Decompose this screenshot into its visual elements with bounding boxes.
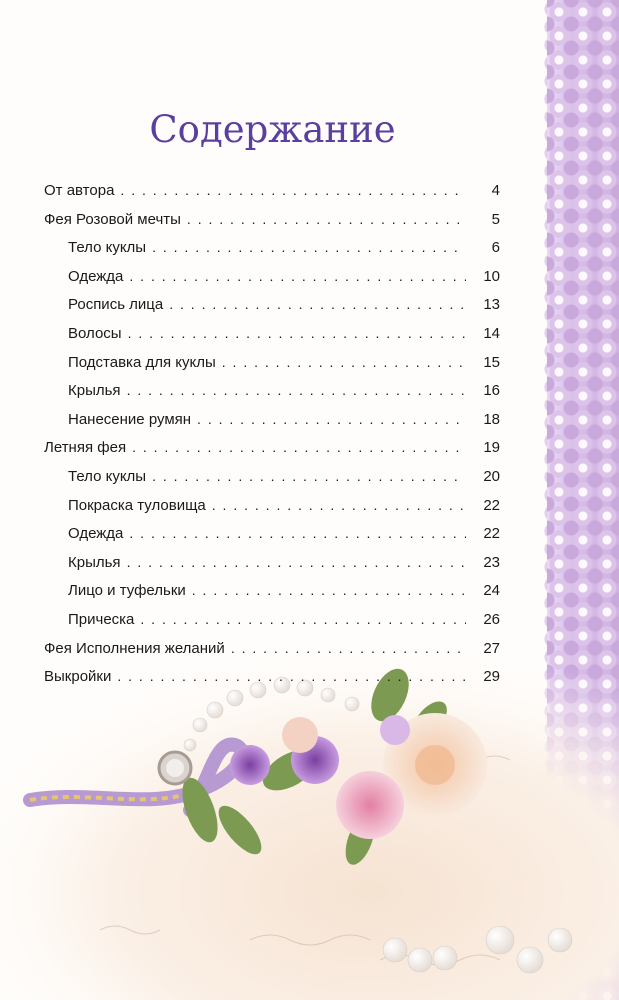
toc-page-number: 22: [483, 525, 500, 543]
toc-entry-title: Прическа: [68, 610, 135, 628]
toc-dot-leader: [127, 382, 466, 398]
toc-dot-leader: [152, 468, 466, 484]
toc-entry[interactable]: [44, 668, 500, 697]
toc-dot-leader: [231, 640, 466, 656]
toc-entry-title: Тело куклы: [68, 467, 147, 485]
toc-page-number: 15: [483, 353, 500, 371]
toc-entry[interactable]: [44, 296, 500, 325]
toc-entry[interactable]: [44, 554, 500, 583]
toc-entry[interactable]: [44, 268, 500, 297]
toc-entry[interactable]: [44, 468, 500, 497]
toc-page-number: 10: [483, 267, 500, 285]
toc-dot-leader: [128, 325, 466, 341]
toc-page-number: 4: [491, 182, 500, 199]
toc-dot-leader: [140, 611, 466, 627]
toc-entry[interactable]: [44, 439, 500, 468]
toc-dot-leader: [197, 411, 466, 427]
toc-dot-leader: [129, 525, 466, 541]
toc-dot-leader: [120, 182, 466, 198]
toc-entry-title: Роспись лица: [68, 296, 164, 314]
toc-entry[interactable]: [44, 382, 500, 411]
toc-entry[interactable]: [44, 211, 500, 240]
toc-entry[interactable]: [44, 640, 500, 669]
toc-entry[interactable]: [44, 582, 500, 611]
toc-page-number: 14: [483, 324, 500, 342]
toc-page-number: 26: [483, 610, 500, 628]
toc-entry-title: От автора: [44, 182, 115, 199]
toc-entry[interactable]: [44, 497, 500, 526]
toc-entry-title: Крылья: [68, 553, 121, 571]
toc-entry[interactable]: [44, 239, 500, 268]
toc-dot-leader: [212, 497, 466, 513]
toc-entry-title: Одежда: [68, 525, 124, 543]
toc-dot-leader: [127, 554, 466, 570]
toc-page-number: 27: [483, 639, 500, 657]
toc-entry-title: Тело куклы: [68, 239, 147, 257]
toc-page-number: 13: [483, 296, 500, 314]
toc-page-number: 29: [483, 668, 500, 686]
toc-dot-leader: [117, 668, 466, 684]
toc-page-number: 16: [483, 382, 500, 400]
toc-entry-title: Нанесение румян: [68, 410, 192, 428]
toc-page-number: 19: [483, 439, 500, 457]
toc-page-number: 22: [483, 496, 500, 514]
toc-dot-leader: [169, 296, 466, 312]
toc-entry-title: Крылья: [68, 382, 121, 400]
toc-entry[interactable]: [44, 182, 500, 211]
toc-page-number: 23: [483, 553, 500, 571]
toc-dot-leader: [152, 239, 466, 255]
toc-page-number: 6: [491, 239, 500, 257]
toc-entry[interactable]: [44, 411, 500, 440]
toc-entry-title: Выкройки: [44, 668, 112, 686]
toc-page-number: 24: [483, 582, 500, 600]
toc-entry-title: Фея Розовой мечты: [44, 210, 181, 228]
toc-page-number: 5: [491, 210, 500, 228]
toc-entry-title: Фея Исполнения желаний: [44, 639, 225, 657]
toc-dot-leader: [129, 268, 466, 284]
toc-dot-leader: [187, 211, 466, 227]
page-title: Содержание: [149, 108, 396, 151]
toc-entry[interactable]: [44, 525, 500, 554]
toc-dot-leader: [132, 439, 466, 455]
toc-entry-title: Покраска туловища: [68, 496, 206, 514]
toc-entry-title: Одежда: [68, 267, 124, 285]
toc-entry-title: Подставка для куклы: [68, 353, 216, 371]
table-of-contents: [44, 182, 500, 697]
toc-entry[interactable]: [44, 354, 500, 383]
toc-entry-title: Летняя фея: [44, 439, 127, 457]
toc-entry-title: Волосы: [68, 324, 122, 342]
toc-entry[interactable]: [44, 611, 500, 640]
toc-dot-leader: [192, 582, 466, 598]
toc-page-number: 20: [483, 467, 500, 485]
toc-page-number: 18: [483, 410, 500, 428]
toc-entry-title: Лицо и туфельки: [68, 582, 186, 600]
toc-entry[interactable]: [44, 325, 500, 354]
toc-dot-leader: [222, 354, 466, 370]
